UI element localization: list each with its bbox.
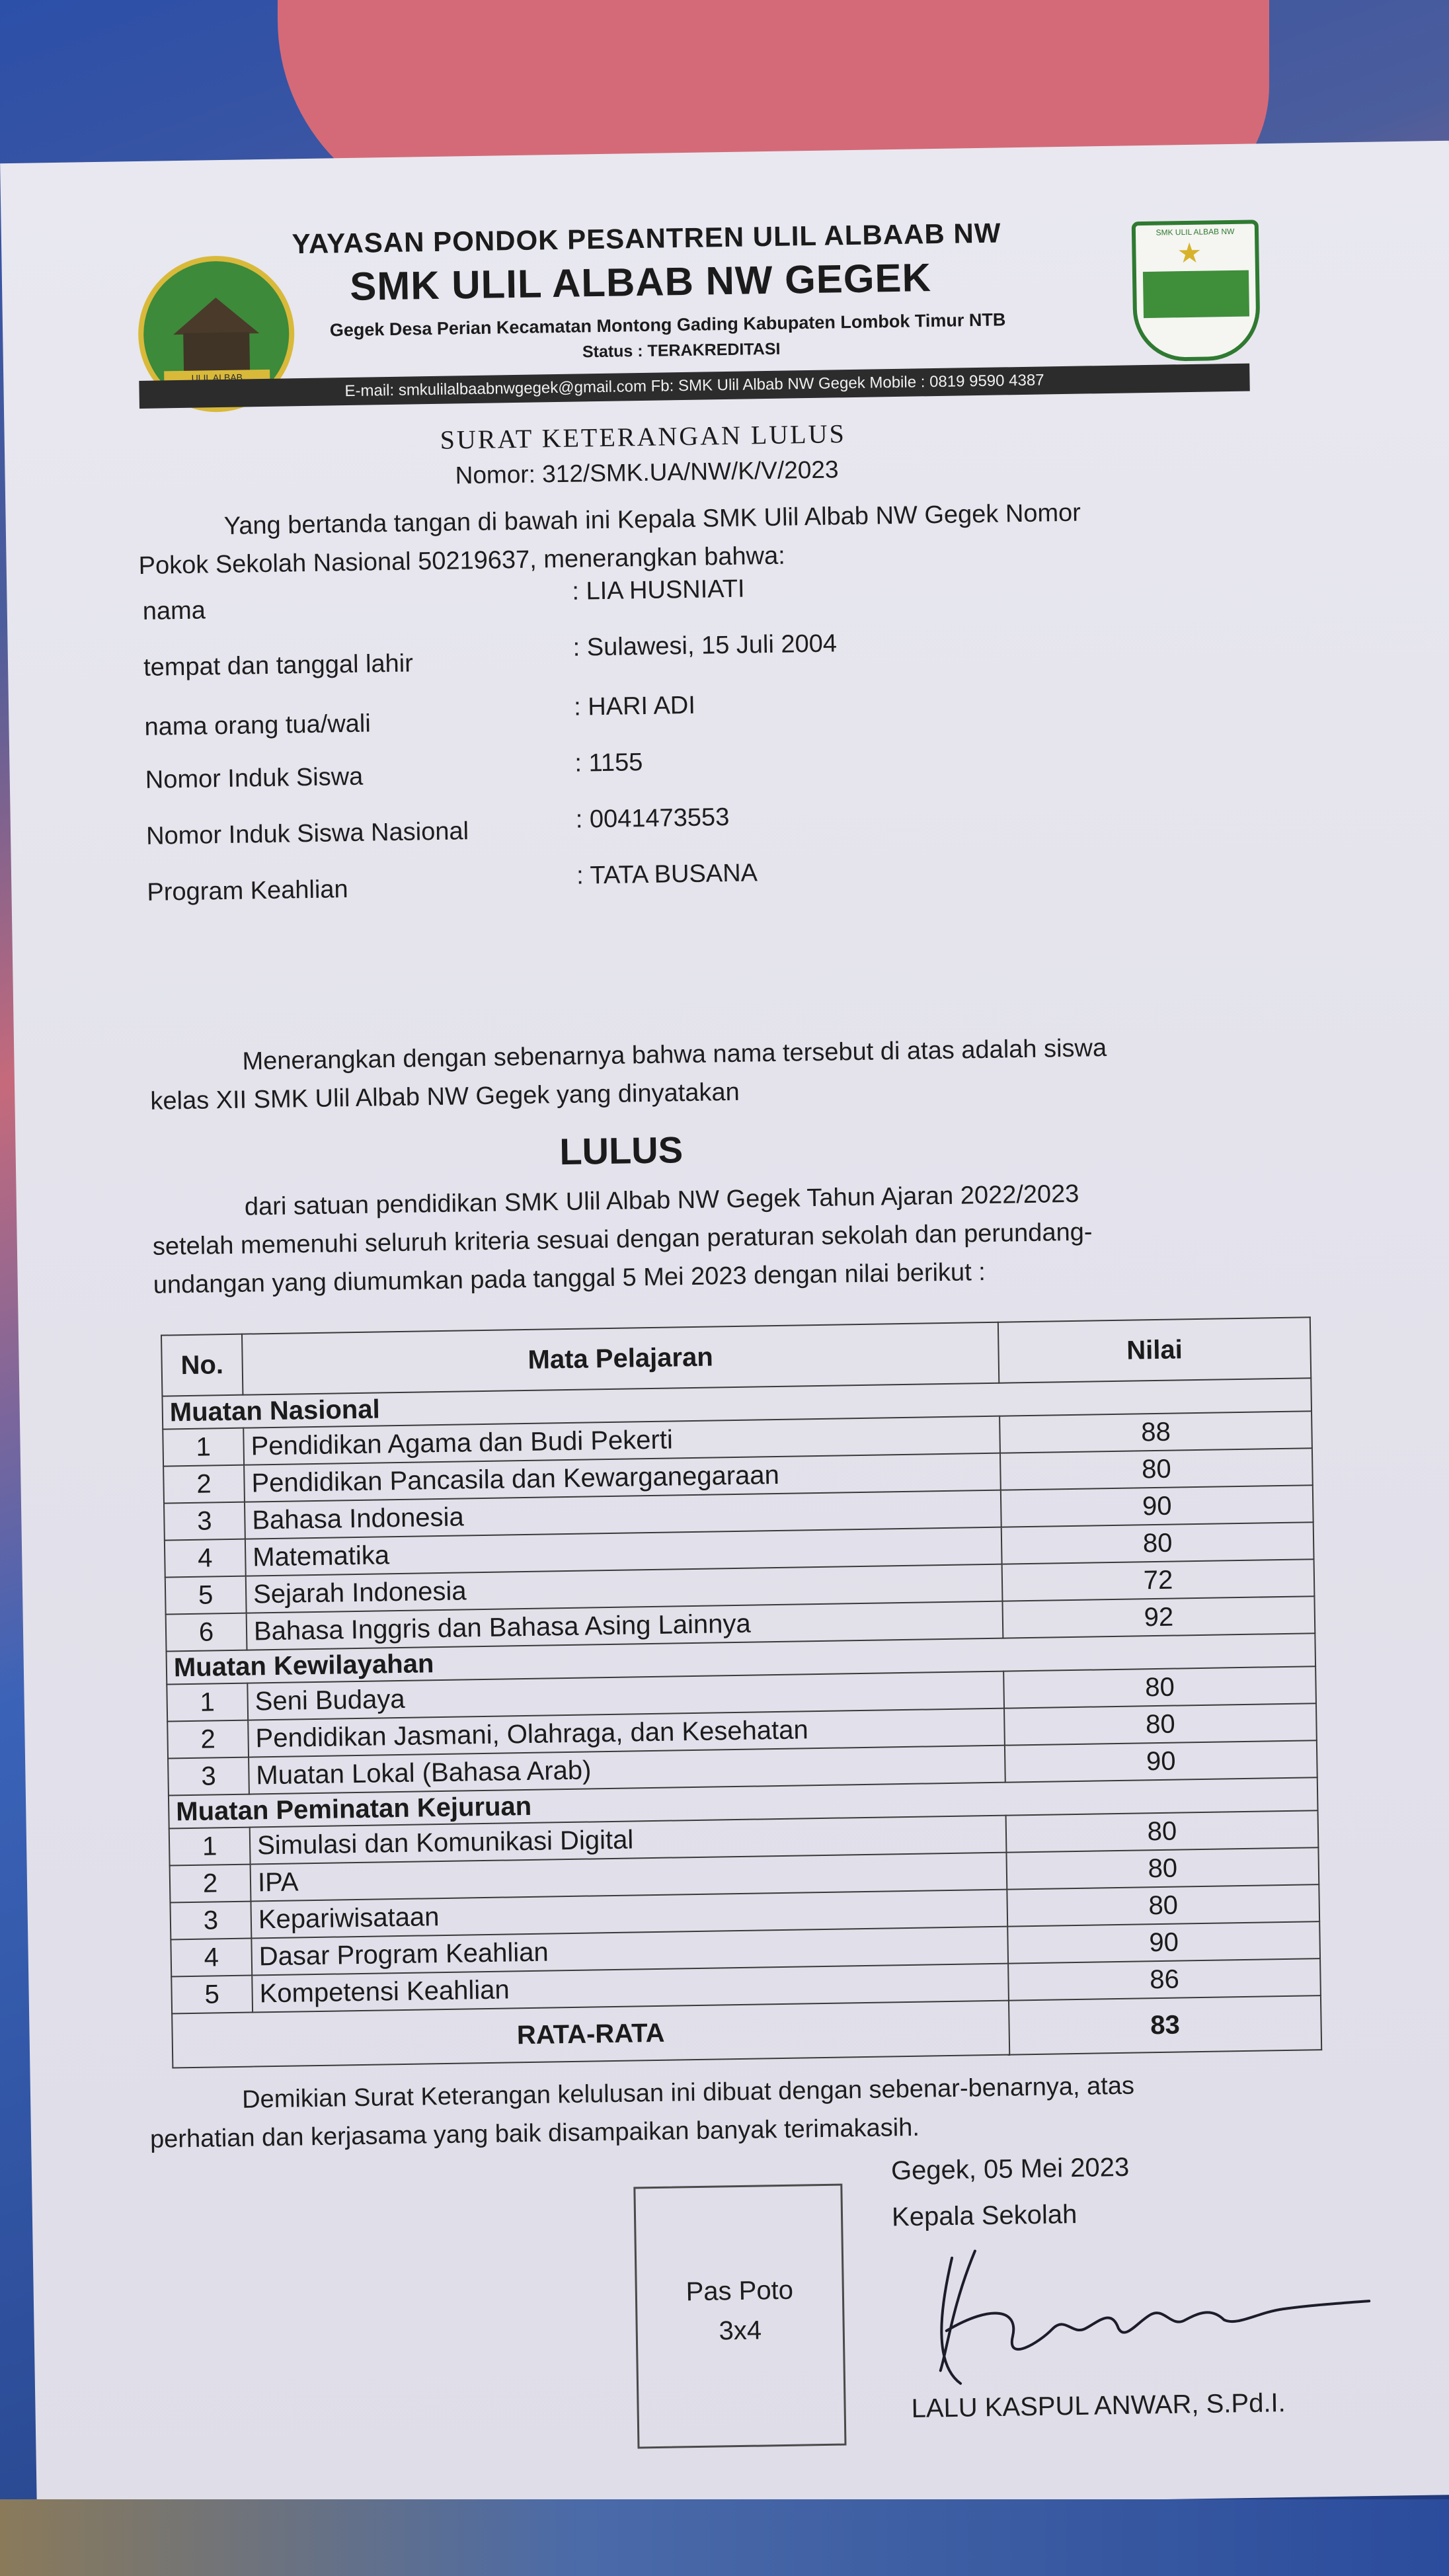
section-title: Muatan Peminatan Kejuruan <box>169 1777 1318 1828</box>
school-logo-right: SMK ULIL ALBAB NW ★ <box>1132 220 1261 362</box>
graduation-result: LULUS <box>559 1129 684 1173</box>
section-title: Muatan Nasional <box>162 1378 1312 1429</box>
table-row: 3 Bahasa Indonesia 90 <box>164 1485 1313 1540</box>
accreditation-status: Status : TERAKREDITASI <box>582 339 781 362</box>
average-label: RATA-RATA <box>172 2001 1009 2068</box>
closing-paragraph: Demikian Surat Keterangan kelulusan ini dibuat dengan sebenar-benarnya, atas perhatian dan kerjasama yang baik disampaikan banyak terimakasih. <box>149 2072 1135 2154</box>
field-label-nama: nama <box>142 596 206 625</box>
field-value-nisn: : 0041473553 <box>575 803 730 834</box>
table-row: 1 Pendidikan Agama dan Budi Pekerti 88 <box>163 1411 1312 1466</box>
signature-date: Gegek, 05 Mei 2023 <box>890 2152 1130 2186</box>
school-address: Gegek Desa Perian Kecamatan Montong Gading Kabupaten Lombok Timur NTB <box>329 309 1006 341</box>
table-row: 3 Kepariwisataan 80 <box>170 1884 1319 1939</box>
field-value-nama: : LIA HUSNIATI <box>572 575 745 606</box>
field-label-ttl: tempat dan tanggal lahir <box>143 649 414 682</box>
table-row: 3 Muatan Lokal (Bahasa Arab) 90 <box>168 1740 1317 1795</box>
principal-name: LALU KASPUL ANWAR, S.Pd.I. <box>911 2388 1286 2423</box>
field-label-nis: Nomor Induk Siswa <box>145 762 364 794</box>
photo-placeholder: Pas Poto 3x4 <box>633 2184 846 2449</box>
school-logo-left: ULIL ALBAB <box>137 255 295 413</box>
field-label-program: Program Keahlian <box>147 875 348 906</box>
table-row: 2 Pendidikan Pancasila dan Kewarganegaraan 80 <box>163 1448 1313 1503</box>
document-title: SURAT KETERANGAN LULUS <box>440 419 847 455</box>
average-score: 83 <box>1009 1995 1321 2054</box>
field-value-nis: : 1155 <box>574 748 643 778</box>
table-row: 4 Matematika 80 <box>165 1522 1314 1577</box>
contact-bar: E-mail: smkulilalbaabnwgegek@gmail.com Fb: SMK Ulil Albab NW Gegek Mobile : 0819 9590 4387 <box>139 364 1249 409</box>
table-row: 5 Sejarah Indonesia 72 <box>165 1559 1315 1614</box>
intro-paragraph: Yang bertanda tangan di bawah ini Kepala SMK Ulil Albab NW Gegek Nomor Pokok Sekolah Nasional 50219637, menerangkan bahwa: <box>138 499 1081 580</box>
foundation-name: YAYASAN PONDOK PESANTREN ULIL ALBAAB NW <box>292 217 1001 260</box>
table-row: 4 Dasar Program Keahlian 90 <box>171 1921 1320 1976</box>
signature-position: Kepala Sekolah <box>891 2200 1077 2232</box>
field-value-program: : TATA BUSANA <box>576 859 758 890</box>
table-row: 6 Bahasa Inggris dan Bahasa Asing Lainnya 92 <box>166 1596 1315 1651</box>
table-row: 2 Pendidikan Jasmani, Olahraga, dan Kesehatan 80 <box>167 1703 1317 1758</box>
header-subject: Mata Pelajaran <box>242 1322 999 1395</box>
field-value-ttl: : Sulawesi, 15 Juli 2004 <box>572 629 838 662</box>
background-cloth-bottom <box>0 2499 1449 2576</box>
header-no: No. <box>161 1334 243 1396</box>
document-number: Nomor: 312/SMK.UA/NW/K/V/2023 <box>455 456 839 489</box>
grades-table <box>161 1316 1322 2068</box>
table-row: 2 IPA 80 <box>170 1847 1319 1902</box>
handwritten-signature <box>912 2225 1377 2397</box>
table-row: 1 Simulasi dan Komunikasi Digital 80 <box>169 1810 1319 1865</box>
section-title: Muatan Kewilayahan <box>167 1633 1316 1684</box>
school-name: SMK ULIL ALBAB NW GEGEK <box>349 255 932 309</box>
detail-paragraph: dari satuan pendidikan SMK Ulil Albab NW Gegek Tahun Ajaran 2022/2023 setelah memenuhi seluruh kriteria sesuai dengan peraturan sekolah dan perundang- undangan yang diumumkan pada tanggal 5 Mei 2023 dengan nilai berikut : <box>152 1180 1093 1299</box>
field-value-wali: : HARI ADI <box>573 691 696 721</box>
field-label-nisn: Nomor Induk Siswa Nasional <box>145 817 469 850</box>
statement-paragraph: Menerangkan dengan sebenarnya bahwa nama tersebut di atas adalah siswa kelas XII SMK Ulil Albab NW Gegek yang dinyatakan <box>150 1034 1107 1115</box>
table-row: 5 Kompetensi Keahlian 86 <box>171 1958 1321 2013</box>
certificate-paper <box>0 141 1449 2517</box>
table-row: 1 Seni Budaya 80 <box>167 1666 1316 1721</box>
field-label-wali: nama orang tua/wali <box>144 709 372 741</box>
header-score: Nilai <box>998 1317 1311 1383</box>
